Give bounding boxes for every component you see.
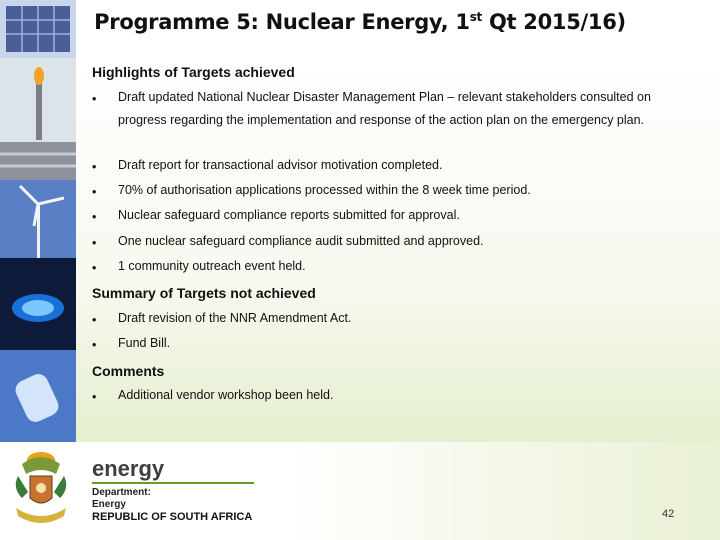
- comment-item: Additional vendor workshop been held.: [118, 388, 334, 402]
- page-number: 42: [662, 508, 675, 520]
- slide-title: Programme 5: Nuclear Energy, 1st Qt 2015/16): [94, 10, 626, 34]
- bullet-glyph: •: [92, 390, 97, 404]
- brand-energy: energy: [92, 456, 165, 481]
- bullet-glyph: •: [92, 261, 97, 275]
- brand-divider: [92, 482, 254, 484]
- highlight-item: Nuclear safeguard compliance reports submitted for approval.: [118, 208, 460, 222]
- bullet-glyph: •: [92, 313, 97, 327]
- brand-country: REPUBLIC OF SOUTH AFRICA: [92, 511, 253, 523]
- gas-flare-pipeline-image: [0, 58, 76, 180]
- highlights-heading: Highlights of Targets achieved: [92, 64, 295, 80]
- not-achieved-item: Draft revision of the NNR Amendment Act.: [118, 311, 352, 325]
- blue-flame-image: [0, 258, 76, 350]
- highlight-item: One nuclear safeguard compliance audit submitted and approved.: [118, 234, 484, 248]
- bullet-glyph: •: [92, 92, 97, 106]
- bullet-glyph: •: [92, 210, 97, 224]
- fluorescent-bulb-image: [0, 350, 76, 442]
- wind-turbine-image: [0, 180, 76, 258]
- bullet-glyph: •: [92, 185, 97, 199]
- bullet-glyph: •: [92, 338, 97, 352]
- coat-of-arms-icon: [8, 446, 74, 530]
- highlight-item: 70% of authorisation applications processed within the 8 week time period.: [118, 183, 531, 197]
- comments-heading: Comments: [92, 363, 165, 379]
- brand-department: Department:: [92, 487, 151, 498]
- highlight-item: 1 community outreach event held.: [118, 259, 306, 273]
- bullet-glyph: •: [92, 160, 97, 174]
- brand-energy-name: Energy: [92, 499, 126, 510]
- bullet-glyph: •: [92, 236, 97, 250]
- not-achieved-item: Fund Bill.: [118, 336, 171, 350]
- left-image-strip: [0, 0, 76, 442]
- highlight-item: Draft report for transactional advisor motivation completed.: [118, 158, 443, 172]
- not-achieved-heading: Summary of Targets not achieved: [92, 285, 316, 301]
- highlight-item: Draft updated National Nuclear Disaster Management Plan – relevant stakeholders consulted on progress regarding the implementation and response of the action plan on the emergency plan.: [118, 90, 651, 127]
